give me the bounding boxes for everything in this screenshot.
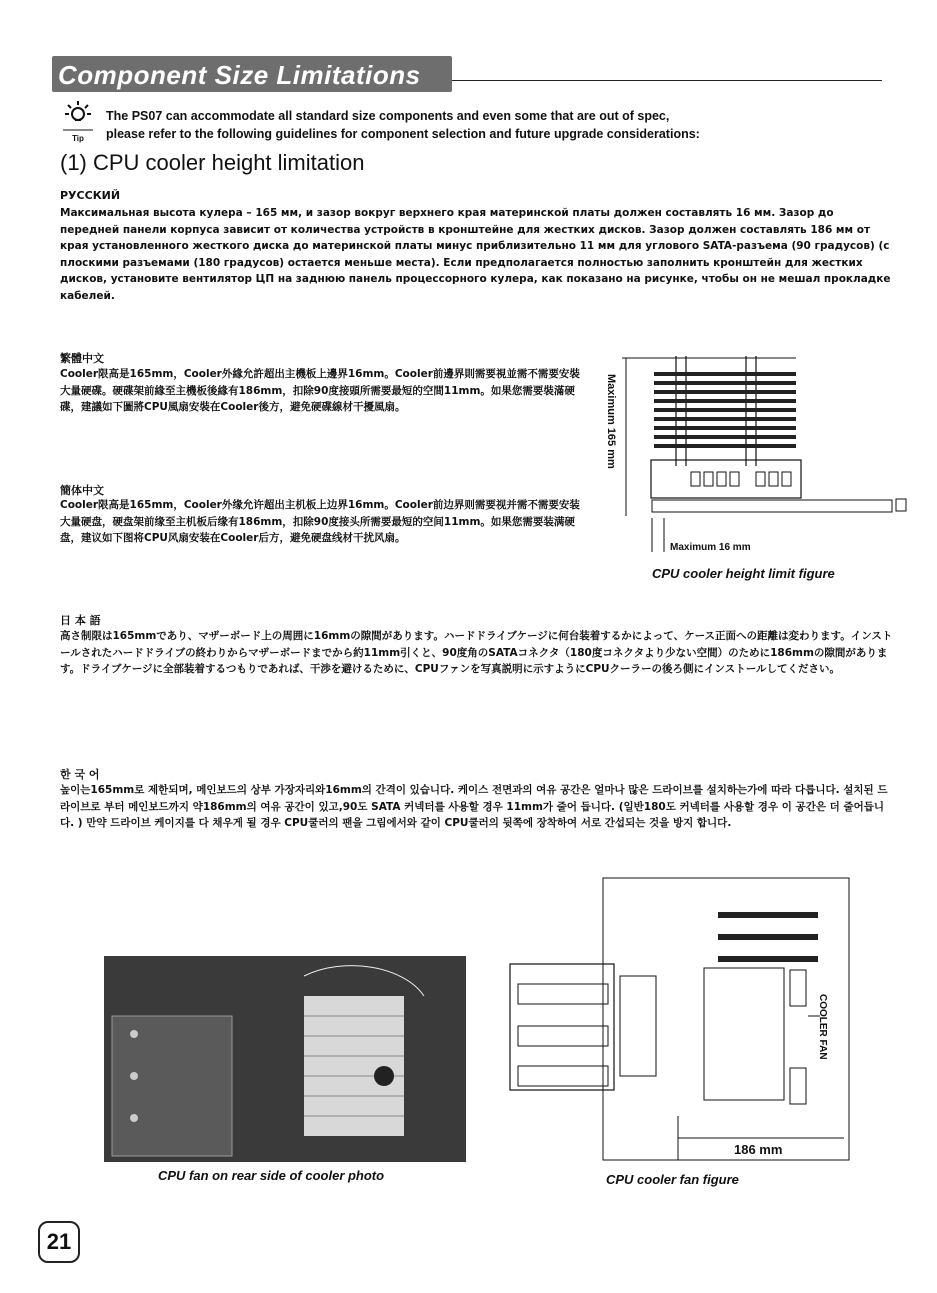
header-rule — [452, 80, 882, 81]
tip-line-1: The PS07 can accommodate all standard size components and even some that are out of spec, — [106, 109, 670, 123]
tip-text — [106, 107, 896, 143]
trad-chinese-heading: 繁體中文 — [60, 352, 104, 365]
russian-heading: РУССКИЙ — [60, 189, 121, 202]
simp-chinese-heading: 簡体中文 — [60, 484, 104, 497]
korean-paragraph: 높이는165mm로 제한되며, 메인보드의 상부 가장자리와16mm의 간격이 있습니다. 케이스 전면과의 여유 공간은 얼마나 많은 드라이브를 설치하는가에 따라 다릅니다. 설치된 드라이브로 부터 메인보드까지 약186mm의 여유 공간이 있고,90도 SATA 커넥터를 사용할 경우 11mm가 줄어 듭니다. (일반180도 커넥터를 사용할 경우 이 공간은 더 줄어듭니다. ) 만약 드라이브 케이지를 다 채우게 될 경우 CPU쿨러의 팬을 그림에서와 같이 CPU쿨러의 뒷쪽에 장착하여 서로 간섭되는 것을 방지 합니다. — [60, 784, 888, 829]
fan-figure-caption: CPU cooler fan figure — [606, 1172, 739, 1187]
tip-icon-label: Tip — [72, 134, 84, 143]
tip-lightbulb-icon — [60, 100, 96, 144]
trad-chinese-paragraph: Cooler限高是165mm，Cooler外緣允許超出主機板上邊界16mm。Cooler前邊界則需要視並需不需要安裝大量硬碟。硬碟架前緣至主機板後緣有186mm，扣除90度接頭所需要最短的空間11mm。如果您需要裝滿硬碟，建議如下圖將CPU風扇安裝在Cooler後方，避免硬碟線材干擾風扇。 — [60, 368, 580, 413]
page-heading: Component Size Limitations — [58, 60, 421, 90]
tip-line-2: please refer to the following guidelines for component selection and future upgrade considerations: — [106, 127, 700, 141]
max-165-label: Maximum 165 mm — [605, 374, 617, 469]
dimension-186-label: 186 mm — [734, 1142, 783, 1157]
cooler-fan-figure — [508, 876, 854, 1166]
height-figure-caption: CPU cooler height limit figure — [652, 566, 835, 581]
japanese-paragraph: 高さ制限は165mmであり、マザーボード上の周囲に16mmの隙間があります。ハードドライブケージに何台装着するかによって、ケース正面への距離は変わります。インストールされたハードドライブの終わりからマザーボードまでから約11mm引くと、90度角のSATAコネクタ（180度コネクタより少ない空間）のために186mmの隙間があります。ドライブケージに全部装着するつもりであれば、干渉を避けるために、CPUファンを写真説明に示すようにCPUクーラーの後ろ側にインストールしてください。 — [60, 630, 893, 675]
simp-chinese-paragraph: Cooler限高是165mm，Cooler外缘允许超出主机板上边界16mm。Cooler前边界则需要视并需不需要安装大量硬盘，硬盘架前缘至主机板后缘有186mm，扣除90度接头所需要最短的空间11mm。如果您需要装满硬盘，建议如下图将CPU风扇安装在Cooler后方，避免硬盘线材干扰风扇。 — [60, 499, 580, 544]
height-limit-figure — [596, 356, 908, 556]
japanese-heading: 日 本 語 — [60, 614, 101, 627]
section-title: (1) CPU cooler height limitation — [60, 150, 365, 175]
max-16-label: Maximum 16 mm — [670, 542, 751, 553]
photo-caption: CPU fan on rear side of cooler photo — [158, 1168, 385, 1183]
cooler-fan-label: COOLER FAN — [817, 994, 828, 1060]
russian-paragraph: Максимальная высота кулера – 165 мм, и зазор вокруг верхнего края материнской платы должен составлять 16 мм. Зазор до передней панели корпуса зависит от количества устройств в кронштейне для жестких дисков. Зазор должен составлять 186 мм от края установленного жесткого диска до материнской платы минус приблизительно 11 мм для углового SATA-разъема (90 градусов) (с плоскими разъемами (180 градусов) остается меньше места). Если предполагается полностью заполнить кронштейн для жестких дисков, установите вентилятор ЦП на заднюю панель процессорного кулера, как показано на рисунке, чтобы он не мешал прокладке кабелей. — [60, 207, 891, 302]
cooler-photo — [104, 956, 466, 1162]
korean-heading: 한 국 어 — [60, 768, 100, 781]
page-number: 21 — [38, 1221, 80, 1263]
